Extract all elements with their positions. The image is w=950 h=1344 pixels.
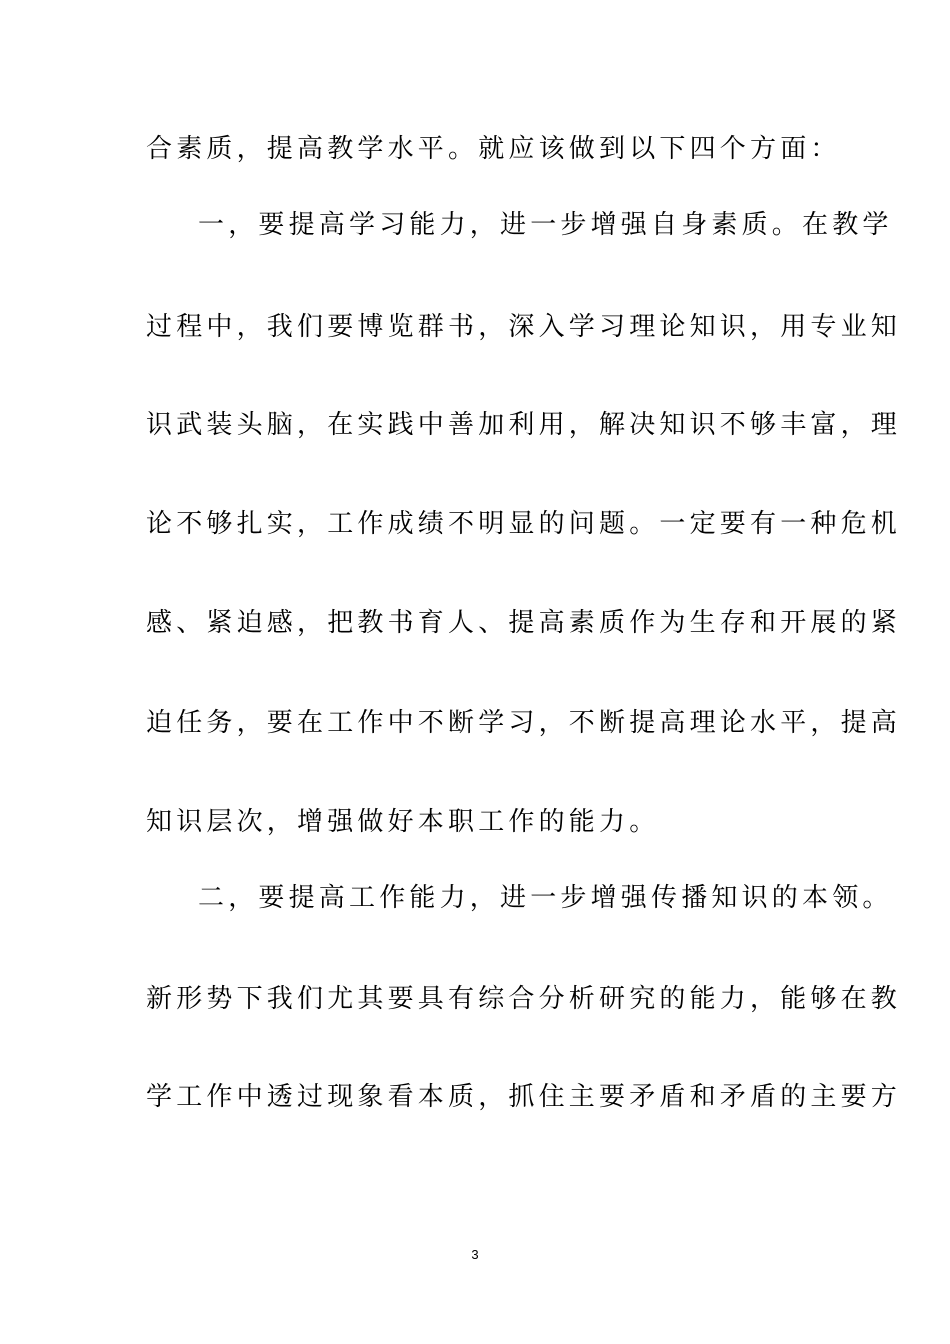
text-line-11: 学工作中透过现象看本质，抓住主要矛盾和矛盾的主要方 — [146, 1082, 902, 1112]
text-line-6: 感、紧迫感，把教书育人、提高素质作为生存和开展的紧 — [146, 608, 902, 638]
text-line-8: 知识层次，增强做好本职工作的能力。 — [146, 807, 660, 837]
text-line-1: 合素质，提高教学水平。就应该做到以下四个方面： — [146, 134, 841, 164]
text-line-10: 新形势下我们尤其要具有综合分析研究的能力，能够在教 — [146, 984, 902, 1014]
text-line-3: 过程中，我们要博览群书，深入学习理论知识，用专业知 — [146, 312, 902, 342]
text-line-9: 二，要提高工作能力，进一步增强传播知识的本领。 — [198, 883, 893, 913]
page-number: 3 — [471, 1247, 479, 1262]
text-line-2: 一，要提高学习能力，进一步增强自身素质。在教学 — [198, 210, 893, 240]
text-line-7: 迫任务，要在工作中不断学习，不断提高理论水平，提高 — [146, 708, 902, 738]
text-line-4: 识武装头脑，在实践中善加利用，解决知识不够丰富，理 — [146, 410, 902, 440]
text-line-5: 论不够扎实，工作成绩不明显的问题。一定要有一种危机 — [146, 509, 902, 539]
